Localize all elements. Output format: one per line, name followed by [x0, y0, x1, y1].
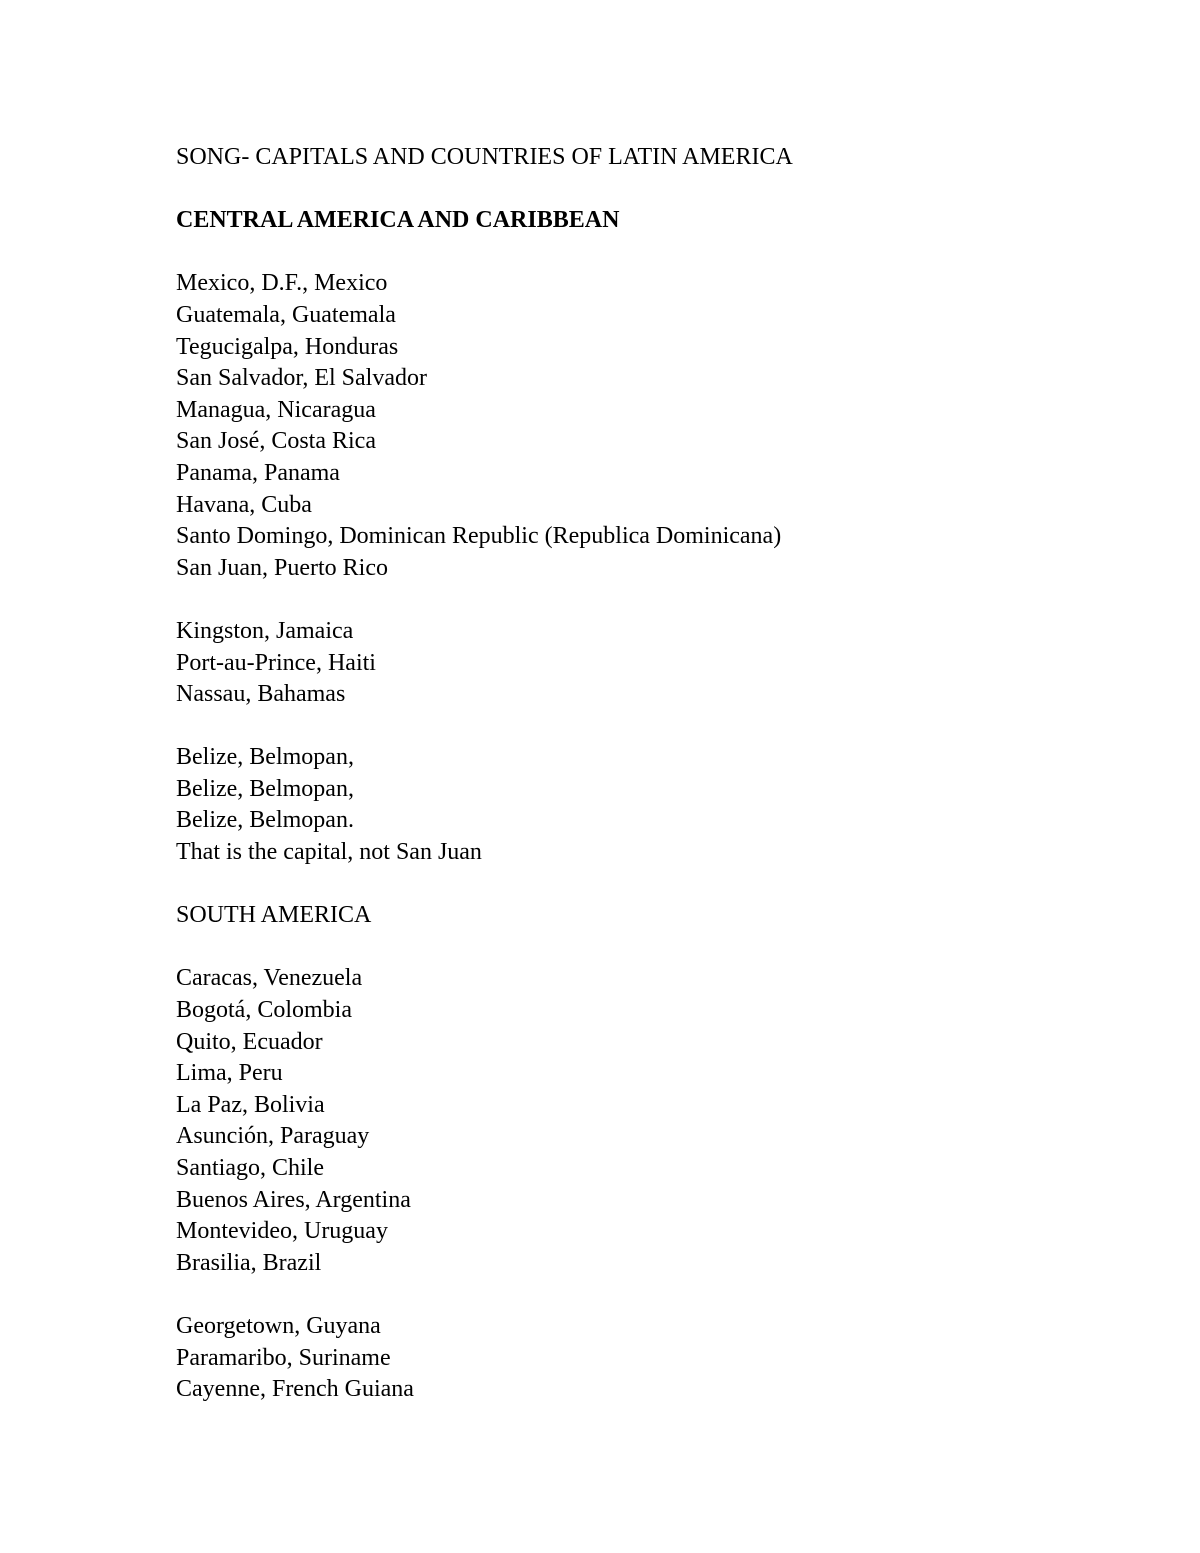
lyric-line: Belize, Belmopan, — [176, 775, 354, 802]
lyric-line: Havana, Cuba — [176, 491, 312, 518]
lyric-line: San José, Costa Rica — [176, 428, 376, 455]
lyric-line: San Juan, Puerto Rico — [176, 554, 388, 581]
lyric-line: Managua, Nicaragua — [176, 396, 376, 423]
central-group-1 — [176, 268, 1156, 584]
central-group-3 — [176, 742, 1156, 868]
section-heading-central: CENTRAL AMERICA AND CARIBBEAN — [176, 207, 620, 234]
south-group-2 — [176, 1311, 1156, 1406]
lyric-line: Georgetown, Guyana — [176, 1312, 381, 1339]
lyric-line: Mexico, D.F., Mexico — [176, 270, 388, 297]
lyric-line: Paramaribo, Suriname — [176, 1344, 391, 1371]
spacer — [176, 711, 1156, 743]
lyric-line: Montevideo, Uruguay — [176, 1218, 388, 1245]
lyric-line: Buenos Aires, Argentina — [176, 1186, 411, 1213]
central-group-2 — [176, 616, 1156, 711]
lyric-line: Asunción, Paraguay — [176, 1123, 370, 1150]
lyric-line: Caracas, Venezuela — [176, 965, 363, 992]
lyric-line: La Paz, Bolivia — [176, 1091, 325, 1118]
south-group-1 — [176, 963, 1156, 1279]
lyric-line: Cayenne, French Guiana — [176, 1376, 414, 1403]
lyric-line: Bogotá, Colombia — [176, 997, 352, 1024]
lyric-line: Santiago, Chile — [176, 1155, 324, 1181]
spacer — [176, 237, 1156, 269]
section-heading-south: SOUTH AMERICA — [176, 902, 372, 929]
lyric-line: San Salvador, El Salvador — [176, 365, 427, 392]
lyric-line: Guatemala, Guatemala — [176, 301, 396, 328]
spacer — [176, 1279, 1156, 1311]
lyric-line: Quito, Ecuador — [176, 1028, 323, 1055]
lyric-line: Nassau, Bahamas — [176, 681, 346, 708]
lyric-line: Tegucigalpa, Honduras — [176, 333, 399, 360]
document-content — [176, 142, 1156, 1406]
lyric-line: That is the capital, not San Juan — [176, 839, 482, 866]
spacer — [176, 174, 1156, 206]
lyric-line: Belize, Belmopan, — [176, 744, 354, 771]
lyric-line: Belize, Belmopan. — [176, 807, 354, 834]
lyric-line: Lima, Peru — [176, 1060, 283, 1087]
spacer — [176, 932, 1156, 964]
document-title: SONG- CAPITALS AND COUNTRIES OF LATIN AMERICA — [176, 144, 793, 170]
spacer — [176, 869, 1156, 901]
lyric-line: Kingston, Jamaica — [176, 617, 354, 644]
lyric-line: Port-au-Prince, Haiti — [176, 649, 376, 676]
lyric-line: Panama, Panama — [176, 459, 340, 486]
lyric-line: Brasilia, Brazil — [176, 1249, 322, 1276]
lyric-line: Santo Domingo, Dominican Republic (Republica Dominicana) — [176, 523, 782, 550]
spacer — [176, 584, 1156, 616]
